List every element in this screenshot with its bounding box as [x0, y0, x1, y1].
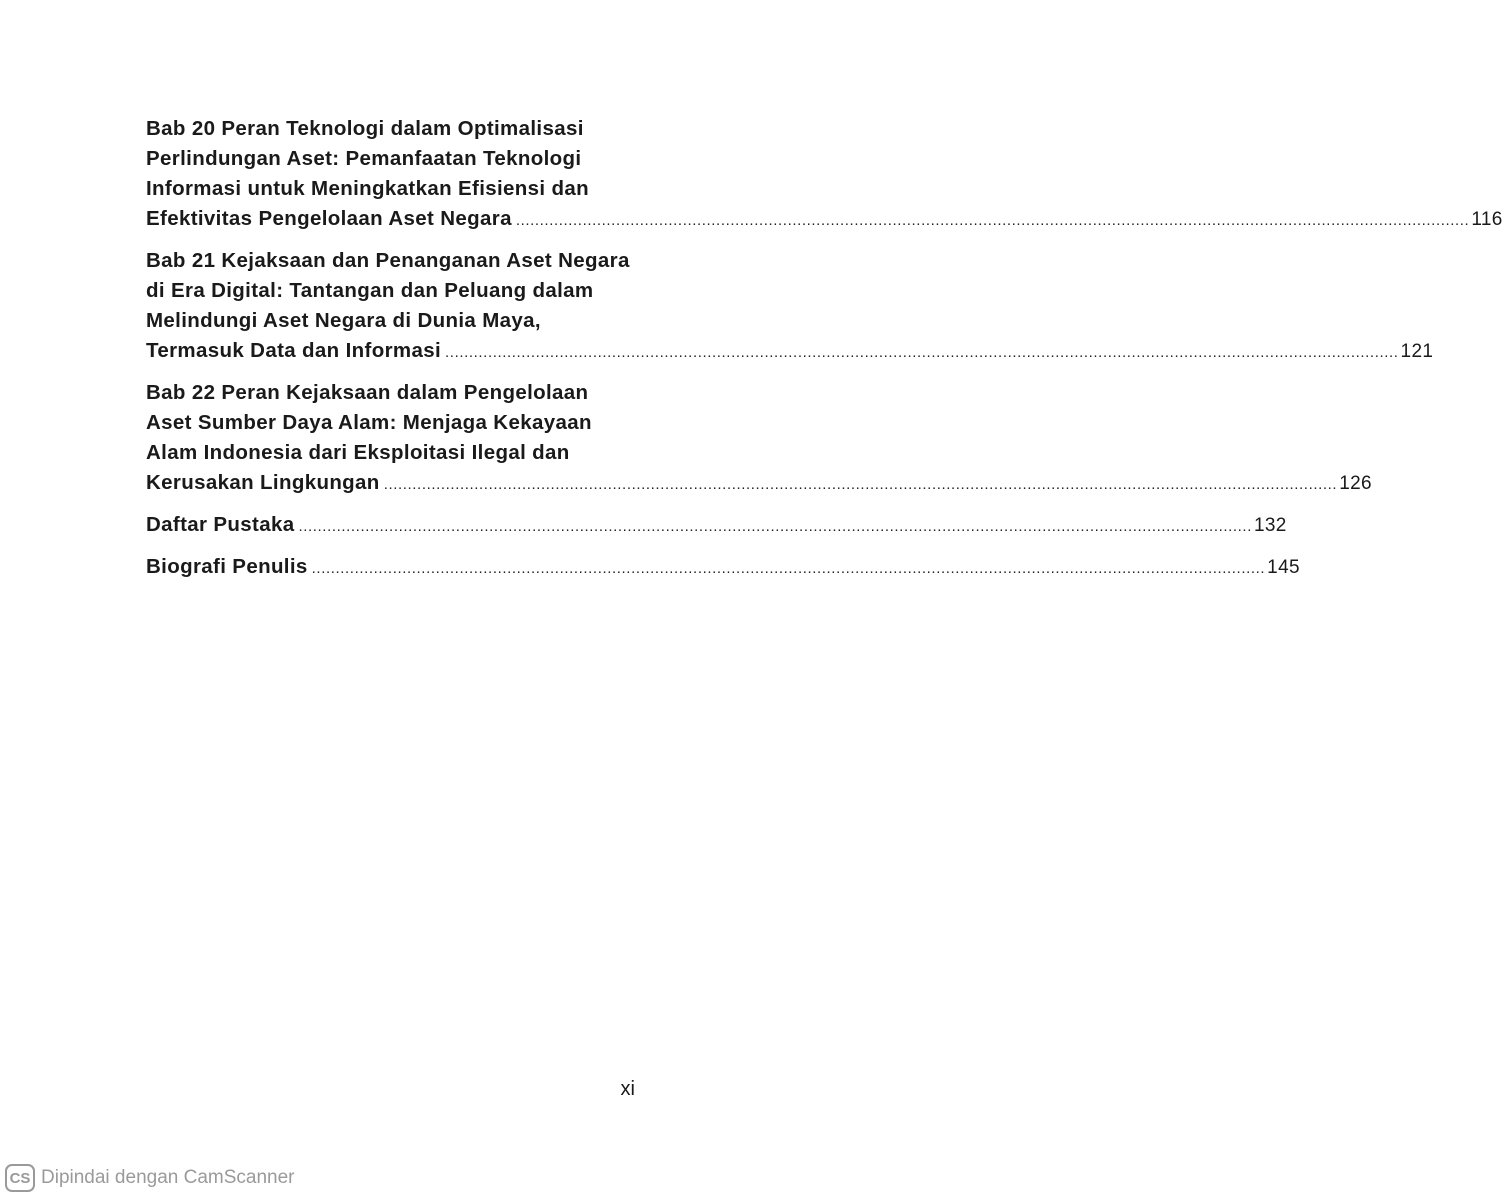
- toc-entry-line: Bab 21 Kejaksaan dan Penanganan Aset Negara: [146, 249, 630, 272]
- dot-leader: ........................................................................................................................................................................................................: [515, 212, 1470, 229]
- toc-entry-line: Bab 22 Peran Kejaksaan dalam Pengelolaan: [146, 381, 589, 404]
- toc-entry-last-line: [146, 552, 1300, 584]
- toc-entry-line: Melindungi Aset Negara di Dunia Maya,: [146, 309, 541, 332]
- toc-entry-line: di Era Digital: Tantangan dan Peluang dalam: [146, 279, 594, 302]
- toc-page-number: 126: [1339, 473, 1372, 494]
- dot-leader: ........................................................................................................................................................................................................: [311, 560, 1266, 577]
- toc-entry-line: Termasuk Data dan Informasi: [146, 339, 442, 362]
- toc-entry: [146, 378, 1372, 500]
- toc-page-number: 116: [1471, 209, 1503, 230]
- toc-entry-line: Daftar Pustaka: [146, 513, 295, 536]
- dot-leader: ........................................................................................................................................................................................................: [445, 344, 1399, 361]
- toc-entry-line: Kerusakan Lingkungan: [146, 471, 380, 494]
- toc-entry: [146, 510, 1287, 542]
- toc-entry-line: Informasi untuk Meningkatkan Efisiensi dan: [146, 177, 589, 200]
- toc-entry-line: Efektivitas Pengelolaan Aset Negara: [146, 207, 512, 230]
- toc-entry: [146, 246, 1434, 368]
- toc-entry-line: Biografi Penulis: [146, 555, 308, 578]
- toc-entry-line: Perlindungan Aset: Pemanfaatan Teknologi: [146, 147, 582, 170]
- toc-entry-line: Bab 20 Peran Teknologi dalam Optimalisasi: [146, 117, 584, 140]
- toc-page-number: 121: [1400, 341, 1434, 362]
- toc-page-number: 132: [1253, 515, 1287, 536]
- toc-entry-last-line: [146, 204, 1503, 236]
- toc-entry-last-line: [146, 510, 1287, 542]
- toc-entry: [146, 552, 1300, 584]
- toc-page-number: 145: [1267, 557, 1300, 578]
- dot-leader: ........................................................................................................................................................................................................: [298, 518, 1252, 535]
- page-number: xi: [620, 1078, 635, 1100]
- table-of-contents: [146, 114, 1503, 594]
- watermark-text: Dipindai dengan CamScanner: [41, 1167, 295, 1188]
- camscanner-logo-icon: CS: [5, 1164, 35, 1192]
- toc-entry-line: Alam Indonesia dari Eksploitasi Ilegal dan: [146, 441, 570, 464]
- toc-entry-last-line: [146, 468, 1372, 500]
- toc-entry: [146, 114, 1503, 236]
- dot-leader: ........................................................................................................................................................................................................: [383, 476, 1338, 493]
- toc-entry-line: Aset Sumber Daya Alam: Menjaga Kekayaan: [146, 411, 592, 434]
- scanner-watermark: [5, 1162, 295, 1194]
- toc-entry-last-line: [146, 336, 1434, 368]
